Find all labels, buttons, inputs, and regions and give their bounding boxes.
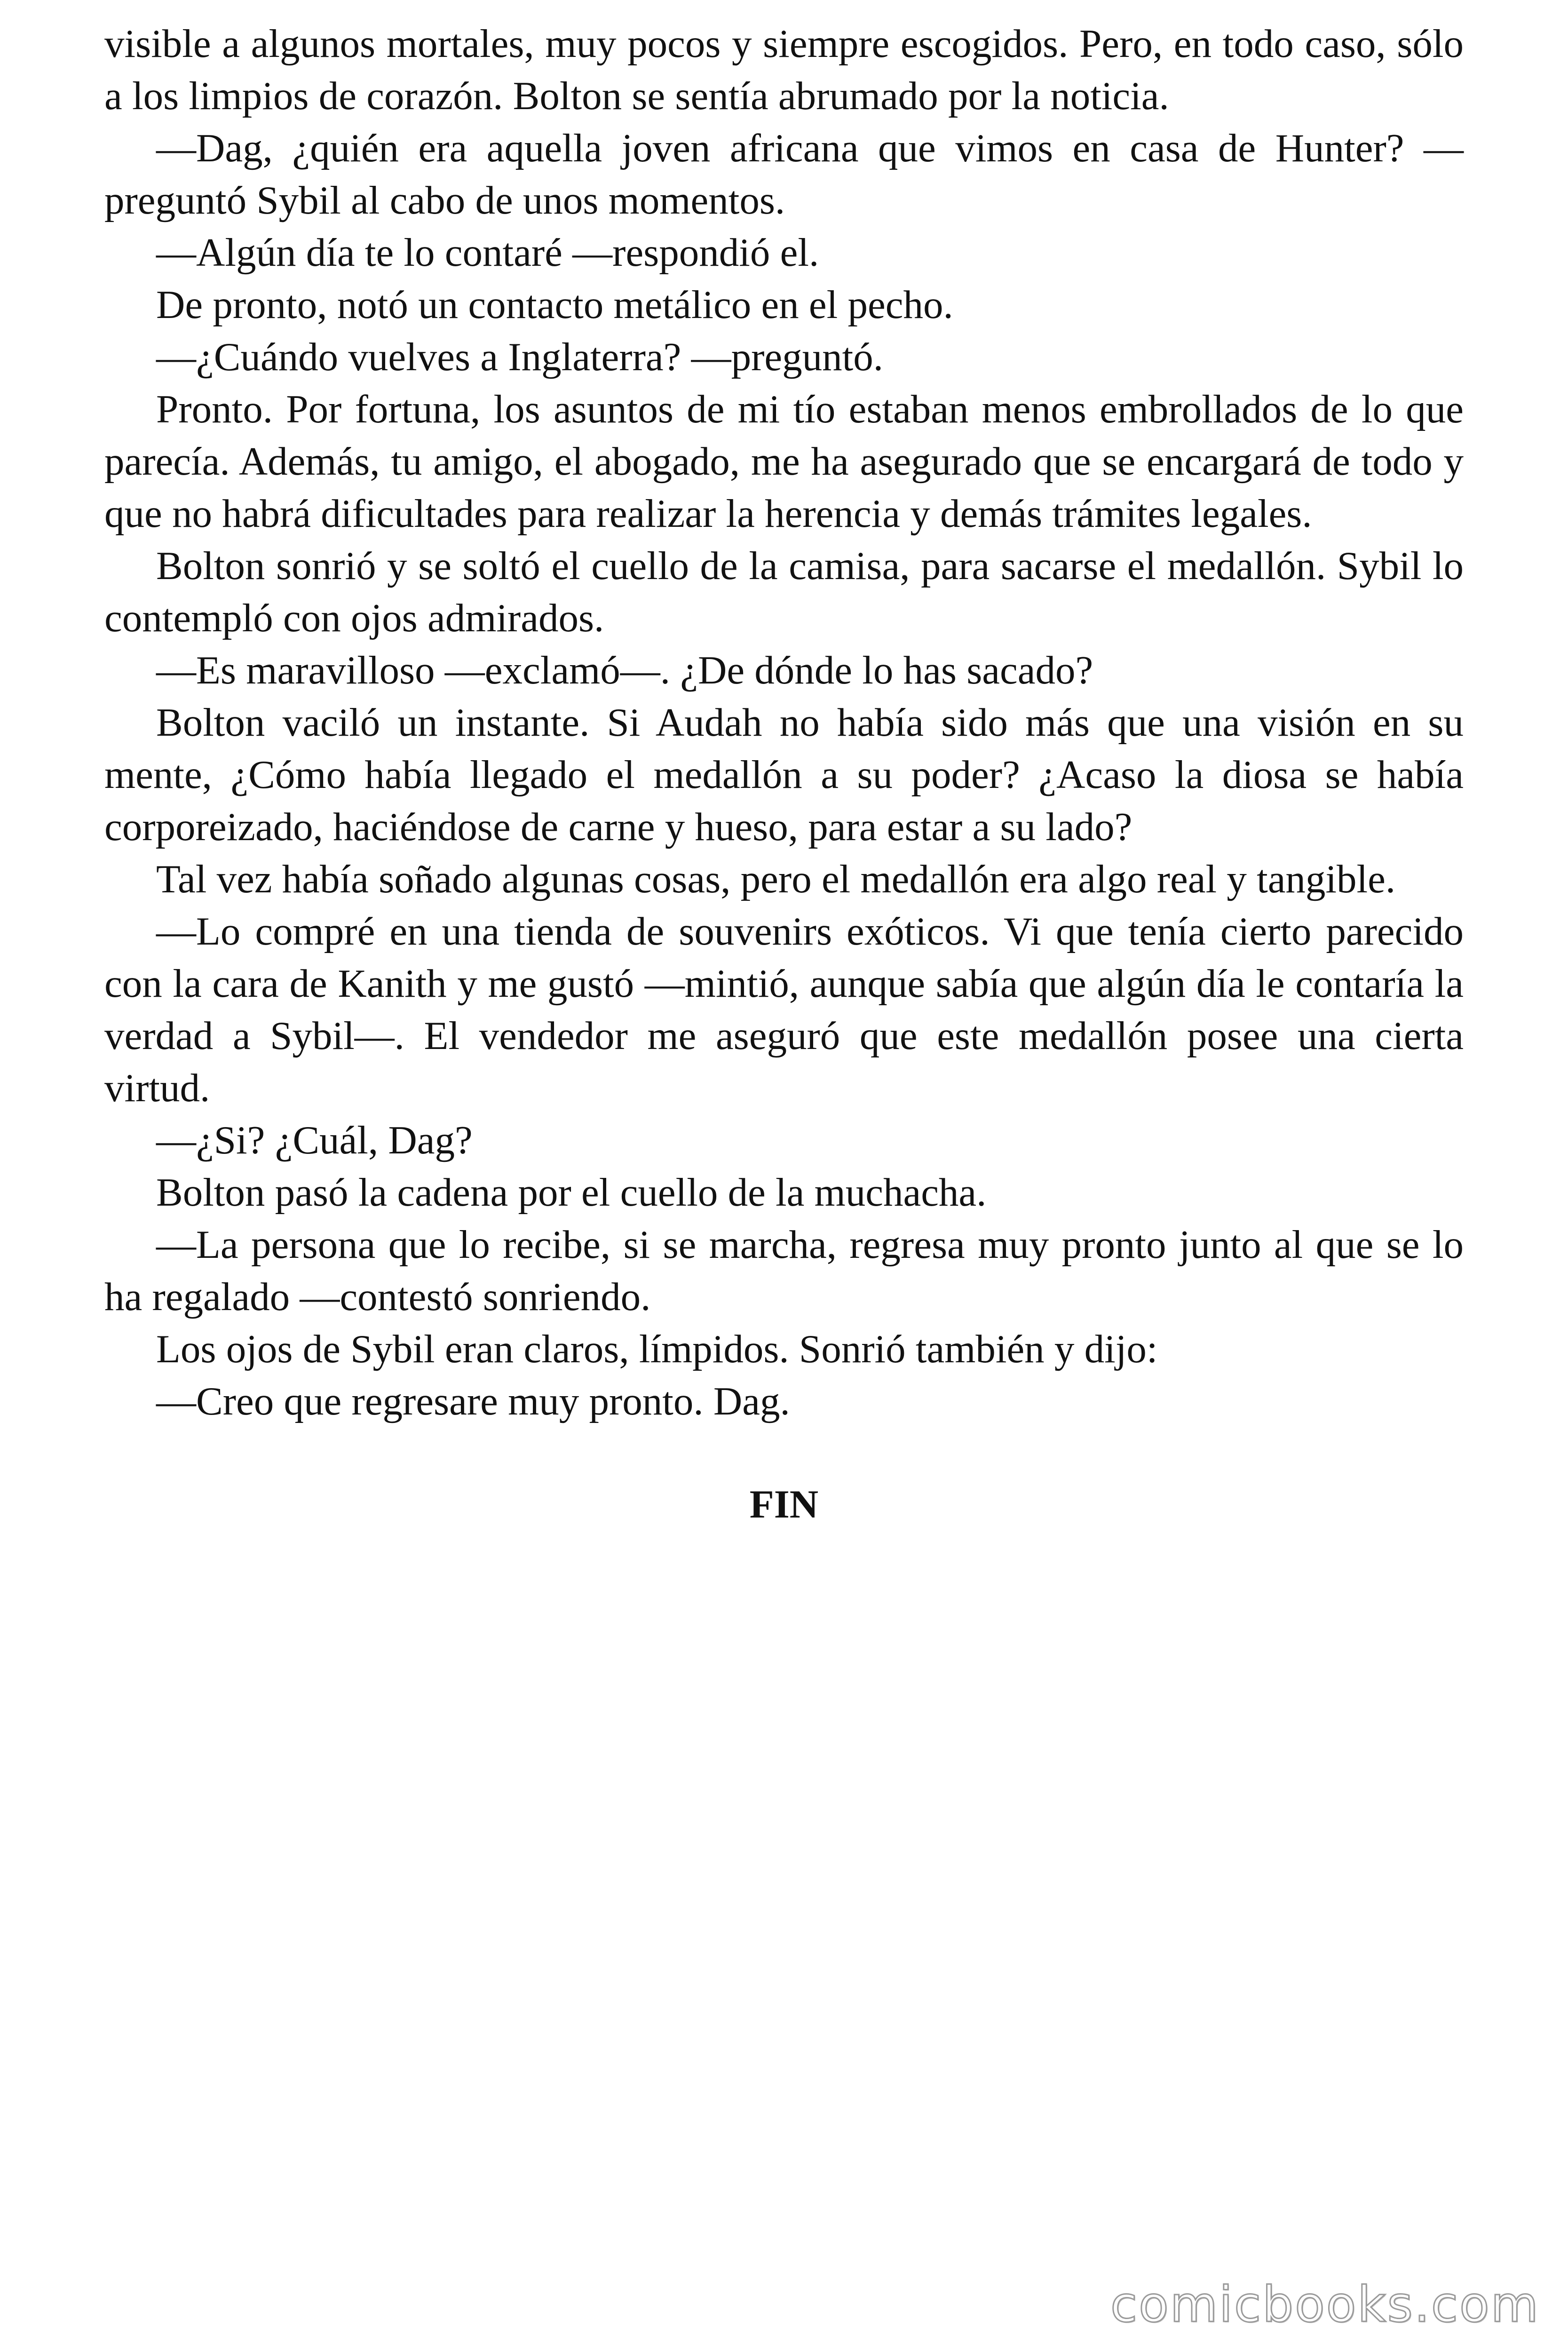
watermark: comicbooks.com [1110,2276,1540,2333]
paragraph: —Creo que regresare muy pronto. Dag. [156,1379,790,1423]
paragraph: Pronto. Por fortuna, los asuntos de mi tío estaban menos embrollados de lo que parecía. Además, tu amigo, el abogado, me ha asegurado que se encargará de todo y que no habrá dificultades para realizar la herencia y demás trámites legales. [104,387,1464,536]
paragraph: —Dag, ¿quién era aquella joven africana que vimos en casa de Hunter? —preguntó Sybil al cabo de unos momentos. [104,126,1464,222]
paragraph: —Algún día te lo contaré —respondió el. [156,230,819,275]
paragraph: Tal vez había soñado algunas cosas, pero el medallón era algo real y tangible. [156,857,1396,901]
paragraph: —La persona que lo recibe, si se marcha, regresa muy pronto junto al que se lo ha regalado —contestó sonriendo. [104,1223,1464,1319]
paragraph: —Lo compré en una tienda de souvenirs exóticos. Vi que tenía cierto parecido con la cara de Kanith y me gustó —mintió, aunque sabía que algún día le contaría la verdad a Sybil—. El vendedor me aseguró que este medallón posee una cierta virtud. [104,909,1464,1110]
page-body [104,18,1464,1531]
paragraph: Los ojos de Sybil eran claros, límpidos. Sonrió también y dijo: [156,1327,1158,1371]
paragraph: —Es maravilloso —exclamó—. ¿De dónde lo has sacado? [156,648,1093,692]
paragraph: Bolton vaciló un instante. Si Audah no había sido más que una visión en su mente, ¿Cómo había llegado el medallón a su poder? ¿Acaso la diosa se había corporeizado, haciéndose de carne y hueso, para estar a su lado? [104,700,1464,849]
paragraph: —¿Si? ¿Cuál, Dag? [156,1118,473,1162]
paragraph: Bolton sonrió y se soltó el cuello de la camisa, para sacarse el medallón. Sybil lo contempló con ojos admirados. [104,544,1464,640]
end-mark: FIN [749,1482,819,1526]
paragraph: —¿Cuándo vuelves a Inglaterra? —preguntó. [156,335,883,379]
paragraph: visible a algunos mortales, muy pocos y siempre escogidos. Pero, en todo caso, sólo a los limpios de corazón. Bolton se sentía abrumado por la noticia. [104,22,1464,118]
paragraph: De pronto, notó un contacto metálico en el pecho. [156,283,953,327]
paragraph: Bolton pasó la cadena por el cuello de la muchacha. [156,1170,987,1215]
